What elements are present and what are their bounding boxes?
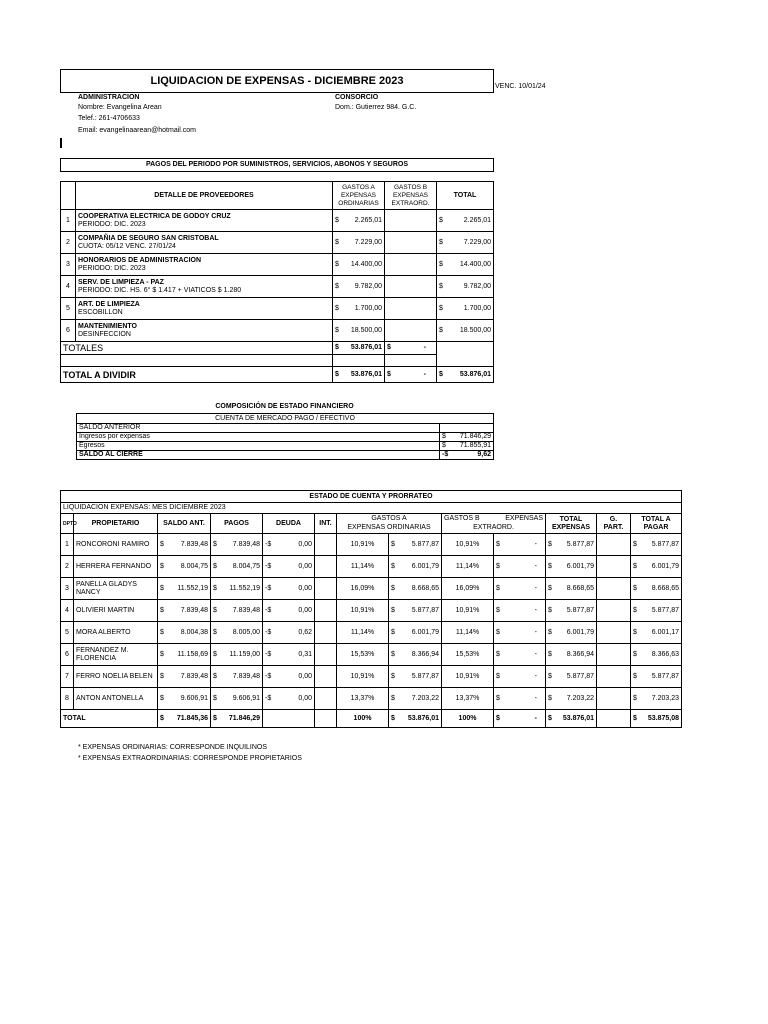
owner-pagos: 11.552,19 [229,584,260,592]
provider-gasto-a: 18.500,00 [350,326,382,334]
currency-symbol: $ [548,628,552,636]
owner-gasto-b: - [534,606,537,614]
owner-saldo: 9.606,91 [180,694,208,702]
estado-total-saldo: 71.845,36 [176,714,208,722]
col-gastos-b: GASTOS B EXPENSAS EXTRAORD. [385,182,437,210]
owner-total-pagar: 8.668,65 [651,584,679,592]
owner-pct-a: 13,37% [337,688,389,710]
owner-pagos: 7.839,48 [232,672,260,680]
currency-symbol: $ [387,344,391,351]
total-dividir-a: 53.876,01 [350,370,382,378]
note-ordinarias: * EXPENSAS ORDINARIAS: CORRESPONDE INQUILINOS [78,744,268,751]
note-extraordinarias: * EXPENSAS EXTRAORDINARIAS: CORRESPONDE PROPIETARIOS [78,755,302,762]
currency-symbol: $ [213,694,217,702]
currency-symbol: $ [335,260,339,268]
comp-row [77,424,494,433]
currency-symbol: $ [548,694,552,702]
currency-symbol: $ [335,216,339,224]
col-propietario: PROPIETARIO [74,514,158,534]
owner-dpto: 8 [61,688,74,710]
owner-pct-a: 15,53% [337,644,389,666]
owner-total-expensas: 8.668,65 [566,584,594,592]
owner-dpto: 5 [61,622,74,644]
owner-pct-a: 10,91% [337,666,389,688]
owner-total-expensas: 5.877,87 [566,540,594,548]
currency-symbol: $ [160,650,164,658]
currency-symbol: $ [439,304,443,312]
owner-row [61,578,682,600]
provider-name: ART. DE LIMPIEZA [78,300,140,308]
provider-number: 3 [61,254,76,276]
provider-row [61,210,494,232]
currency-symbol: $ [213,562,217,570]
currency-symbol: $ [160,606,164,614]
col-gastos-b-expensas: EXPENSAS [505,514,543,522]
comp-row [77,451,494,460]
total-dividir-b: - [423,370,426,378]
currency-symbol: $ [391,540,395,548]
comp-value: 9,62 [477,451,492,458]
owner-pct-b: 10,91% [442,600,494,622]
col-int: INT. [315,514,337,534]
owner-gasto-a: 6.001,79 [411,562,439,570]
estado-subtitle: LIQUIDACION EXPENSAS: MES DICIEMBRE 2023 [61,503,682,514]
currency-symbol: $ [496,606,500,614]
estado-total-label: TOTAL [61,710,158,728]
provider-gasto-a: 2.265,01 [354,216,382,224]
owner-deuda: 0,00 [298,606,312,614]
owner-total-pagar: 8.366,63 [651,650,679,658]
provider-gasto-a: 14.400,00 [350,260,382,268]
totales-row [61,342,494,355]
owner-deuda: 0,00 [298,584,312,592]
provider-total: 1.700,00 [463,304,491,312]
currency-symbol: $ [496,628,500,636]
owner-pct-a: 11,14% [337,556,389,578]
comp-label: SALDO AL CIERRE [77,451,440,460]
owner-name: PANELLA GLADYS NANCY [74,578,158,600]
currency-symbol: $ [633,694,637,702]
col-gastos-a-bottom: EXPENSAS ORDINARIAS [337,524,442,534]
currency-symbol: $ [213,672,217,680]
provider-gasto-a: 1.700,00 [354,304,382,312]
owner-saldo: 11.552,19 [177,584,208,592]
provider-total: 9.782,00 [463,282,491,290]
currency-symbol: $ [335,326,339,334]
owner-gasto-b: - [534,672,537,680]
currency-symbol: $ [633,650,637,658]
currency-symbol: $ [160,584,164,592]
totales-a: 53.876,01 [350,344,382,351]
currency-symbol: $ [160,562,164,570]
admin-phone: Telef.: 261-4706633 [78,115,140,122]
owner-total-pagar: 5.877,87 [651,672,679,680]
owner-total-pagar: 5.877,87 [651,606,679,614]
currency-symbol: $ [633,714,637,722]
currency-symbol: $ [633,562,637,570]
owner-row [61,644,682,666]
comp-row [77,442,494,451]
provider-detail: PERIODO: DIC. HS. 6° $ 1.417 + VIATICOS $ 1.280 [78,286,242,294]
currency-symbol: -$ [265,606,272,614]
owner-deuda: 0,62 [298,628,312,636]
col-saldo: SALDO ANT. [158,514,211,534]
owner-row [61,622,682,644]
provider-detail: PERIODO: DIC. 2023 [78,264,146,272]
currency-symbol: $ [496,584,500,592]
currency-symbol: $ [442,442,446,449]
estado-total-te: 53.876,01 [562,714,594,722]
currency-symbol: $ [391,584,395,592]
owner-pagos: 7.839,48 [232,540,260,548]
owner-deuda: 0,00 [298,672,312,680]
comp-label: Ingresos por expensas [77,433,440,442]
totales-label: TOTALES [61,342,333,355]
col-gastos-b-label: GASTOS B [444,514,480,522]
provider-number: 5 [61,298,76,320]
estado-total-b: - [534,714,537,722]
pagos-header-row [61,182,494,210]
currency-symbol: $ [387,370,391,378]
col-gastos-a-top: GASTOS A [337,514,442,524]
owner-pagos: 7.839,48 [232,606,260,614]
estado-total-row [61,710,682,728]
owner-row [61,688,682,710]
admin-name: Nombre: Evangelina Arean [78,104,162,111]
owner-pagos: 8.004,75 [232,562,260,570]
currency-symbol: $ [391,650,395,658]
provider-detail: DESINFECCION [78,330,131,338]
consorcio-address: Dom.: Gutierrez 984. G.C. [335,104,417,111]
col-total-pagar: TOTAL A PAGAR [631,514,682,534]
owner-gasto-b: - [534,540,537,548]
owner-saldo: 7.839,48 [180,540,208,548]
currency-symbol: $ [496,694,500,702]
due-date: VENC. 10/01/24 [495,83,546,90]
owner-total-expensas: 5.877,87 [566,606,594,614]
currency-symbol: $ [160,628,164,636]
provider-name: MANTENIMIENTO [78,322,137,330]
owner-saldo: 11.158,69 [177,650,208,658]
currency-symbol: $ [496,672,500,680]
owner-pct-b: 10,91% [442,666,494,688]
provider-total: 18.500,00 [459,326,491,334]
currency-symbol: $ [442,433,446,440]
owner-pct-a: 10,91% [337,534,389,556]
provider-number: 4 [61,276,76,298]
owner-row [61,556,682,578]
currency-symbol: $ [439,370,443,378]
owner-saldo: 7.839,48 [180,606,208,614]
owner-name: FERNANDEZ M. FLORENCIA [74,644,158,666]
owner-pagos: 9.606,91 [232,694,260,702]
composicion-table [76,413,494,460]
owner-pct-a: 11,14% [337,622,389,644]
estado-title: ESTADO DE CUENTA Y PRORRATEO [61,491,682,503]
currency-symbol: $ [213,714,217,722]
owner-gasto-a: 5.877,87 [411,606,439,614]
total-dividir-row [61,367,494,383]
owner-row [61,666,682,688]
currency-symbol: $ [439,238,443,246]
col-gastos-b-bottom: EXTRAORD. [442,524,546,534]
currency-symbol: $ [213,584,217,592]
provider-row [61,298,494,320]
provider-total: 7.229,00 [463,238,491,246]
totales-b: - [423,344,426,351]
estado-total-a: 53.876,01 [407,714,439,722]
col-dpto: DPTO [61,514,74,534]
pagos-section-title-box [60,158,494,172]
composicion-subtitle: CUENTA DE MERCADO PAGO / EFECTIVO [77,414,494,424]
currency-symbol: $ [439,216,443,224]
currency-symbol: $ [213,650,217,658]
comp-row [77,433,494,442]
currency-symbol: $ [496,540,500,548]
col-gpart: G. PART. [597,514,631,534]
provider-gasto-a: 9.782,00 [354,282,382,290]
currency-symbol: $ [633,540,637,548]
currency-symbol: $ [160,694,164,702]
currency-symbol: $ [548,540,552,548]
estado-total-pb: 100% [442,710,494,728]
currency-symbol: $ [160,540,164,548]
owner-pagos: 11.159,00 [229,650,260,658]
provider-detail: ESCOBILLON [78,308,123,316]
title-box [60,69,494,93]
owner-gasto-b: - [534,628,537,636]
currency-symbol: $ [548,606,552,614]
col-total: TOTAL [437,182,494,210]
owner-dpto: 1 [61,534,74,556]
provider-total: 14.400,00 [459,260,491,268]
owner-gasto-a: 8.366,94 [411,650,439,658]
comp-value: 71.855,91 [459,442,492,449]
currency-symbol: $ [335,304,339,312]
currency-symbol: $ [548,562,552,570]
owner-row [61,600,682,622]
estado-total-pagos: 71.846,29 [228,714,260,722]
owner-dpto: 2 [61,556,74,578]
col-deuda: DEUDA [263,514,315,534]
composicion-title: COMPOSICIÓN DE ESTADO FINANCIERO [215,403,354,410]
provider-name: HONORARIOS DE ADMINISTRACION [78,256,202,264]
owner-total-expensas: 8.366,94 [566,650,594,658]
provider-total: 2.265,01 [463,216,491,224]
owner-gasto-a: 5.877,87 [411,672,439,680]
owner-pct-b: 11,14% [442,622,494,644]
currency-symbol: $ [633,672,637,680]
owner-gasto-b: - [534,694,537,702]
currency-symbol: $ [213,606,217,614]
owner-deuda: 0,00 [298,562,312,570]
currency-symbol: -$ [265,628,272,636]
currency-symbol: -$ [265,672,272,680]
currency-symbol: $ [335,238,339,246]
col-gastos-b-top [442,514,546,524]
owner-pct-b: 11,14% [442,556,494,578]
owner-gasto-b: - [534,562,537,570]
currency-symbol: $ [633,584,637,592]
total-dividir-label: TOTAL A DIVIDIR [61,367,333,383]
consorcio-heading: CONSORCIO [335,94,379,101]
currency-symbol: $ [633,606,637,614]
cursor-mark [60,138,62,148]
col-pagos: PAGOS [211,514,263,534]
provider-number: 1 [61,210,76,232]
currency-symbol: $ [160,714,164,722]
owner-gasto-b: - [534,584,537,592]
provider-name: COOPERATIVA ELECTRICA DE GODOY CRUZ [78,212,231,220]
owner-saldo: 7.839,48 [180,672,208,680]
provider-number: 2 [61,232,76,254]
owner-dpto: 3 [61,578,74,600]
provider-gasto-a: 7.229,00 [354,238,382,246]
currency-symbol: $ [548,672,552,680]
pagos-table [60,181,494,383]
owner-name: ANTON ANTONELLA [74,688,158,710]
currency-symbol: $ [548,650,552,658]
owner-total-expensas: 6.001,79 [566,562,594,570]
owner-name: FERRO NOELIA BELEN [74,666,158,688]
spacer-row [61,355,494,367]
admin-heading: ADMINISTRACION [78,94,140,101]
currency-symbol: $ [391,562,395,570]
currency-symbol: -$ [442,451,449,458]
currency-symbol: $ [633,628,637,636]
owner-total-expensas: 5.877,87 [566,672,594,680]
owner-total-expensas: 6.001,79 [566,628,594,636]
currency-symbol: $ [496,562,500,570]
owner-row [61,534,682,556]
currency-symbol: -$ [265,694,272,702]
currency-symbol: $ [335,370,339,378]
owner-deuda: 0,31 [298,650,312,658]
estado-total-pa: 100% [337,710,389,728]
owner-dpto: 6 [61,644,74,666]
currency-symbol: $ [391,628,395,636]
col-detalle: DETALLE DE PROVEEDORES [76,182,333,210]
currency-symbol: $ [548,714,552,722]
currency-symbol: $ [548,584,552,592]
provider-row [61,276,494,298]
owner-total-pagar: 6.001,79 [651,562,679,570]
currency-symbol: -$ [265,584,272,592]
owner-pct-b: 13,37% [442,688,494,710]
total-dividir-total: 53.876,01 [459,370,491,378]
owner-saldo: 8.004,38 [180,628,208,636]
owner-dpto: 4 [61,600,74,622]
currency-symbol: $ [213,540,217,548]
currency-symbol: $ [391,606,395,614]
owner-gasto-a: 5.877,87 [411,540,439,548]
currency-symbol: -$ [265,540,272,548]
currency-symbol: -$ [265,650,272,658]
owner-gasto-a: 6.001,79 [411,628,439,636]
currency-symbol: $ [496,650,500,658]
currency-symbol: $ [160,672,164,680]
currency-symbol: $ [439,260,443,268]
owner-pagos: 8.005,00 [232,628,260,636]
owner-total-pagar: 5.877,87 [651,540,679,548]
owner-name: RONCORONI RAMIRO [74,534,158,556]
owner-deuda: 0,00 [298,540,312,548]
col-total-expensas: TOTAL EXPENSAS [546,514,597,534]
owner-total-pagar: 6.001,17 [651,628,679,636]
currency-symbol: $ [439,326,443,334]
currency-symbol: $ [391,714,395,722]
currency-symbol: $ [335,344,339,351]
provider-number: 6 [61,320,76,342]
owner-total-pagar: 7.203,23 [651,694,679,702]
owner-deuda: 0,00 [298,694,312,702]
owner-name: MORA ALBERTO [74,622,158,644]
provider-name: COMPAÑIA DE SEGURO SAN CRISTOBAL [78,234,219,242]
currency-symbol: -$ [265,562,272,570]
provider-name: SERV. DE LIMPIEZA - PAZ [78,278,164,286]
currency-symbol: $ [439,282,443,290]
estado-total-tp: 53.875,08 [647,714,679,722]
page-title: LIQUIDACION DE EXPENSAS - DICIEMBRE 2023 [150,75,404,87]
owner-name: OLIVIERI MARTIN [74,600,158,622]
comp-label: Egresos [77,442,440,451]
provider-row [61,320,494,342]
currency-symbol: $ [391,672,395,680]
currency-symbol: $ [213,628,217,636]
provider-detail: PERIODO: DIC. 2023 [78,220,146,228]
owner-dpto: 7 [61,666,74,688]
currency-symbol: $ [496,714,500,722]
owner-pct-b: 15,53% [442,644,494,666]
currency-symbol: $ [335,282,339,290]
owner-gasto-a: 7.203,22 [411,694,439,702]
col-gastos-a: GASTOS A EXPENSAS ORDINARIAS [333,182,385,210]
comp-label: SALDO ANTERIOR [77,424,440,433]
provider-row [61,232,494,254]
pagos-section-title: PAGOS DEL PERIODO POR SUMINISTROS, SERVICIOS, ABONOS Y SEGUROS [145,161,409,168]
owner-pct-b: 10,91% [442,534,494,556]
owner-total-expensas: 7.203,22 [566,694,594,702]
owner-gasto-b: - [534,650,537,658]
owner-pct-b: 16,09% [442,578,494,600]
owner-name: HERRERA FERNANDO [74,556,158,578]
comp-value: 71.846,29 [459,433,492,440]
owner-gasto-a: 8.668,65 [411,584,439,592]
estado-header-row [61,514,682,524]
owner-pct-a: 10,91% [337,600,389,622]
currency-symbol: $ [391,694,395,702]
provider-row [61,254,494,276]
owner-pct-a: 16,09% [337,578,389,600]
provider-detail: CUOTA: 05/12 VENC. 27/01/24 [78,242,176,250]
owner-saldo: 8.004,75 [180,562,208,570]
estado-table [60,490,682,728]
admin-email: Email: evangelinaarean@hotmail.com [78,127,196,134]
